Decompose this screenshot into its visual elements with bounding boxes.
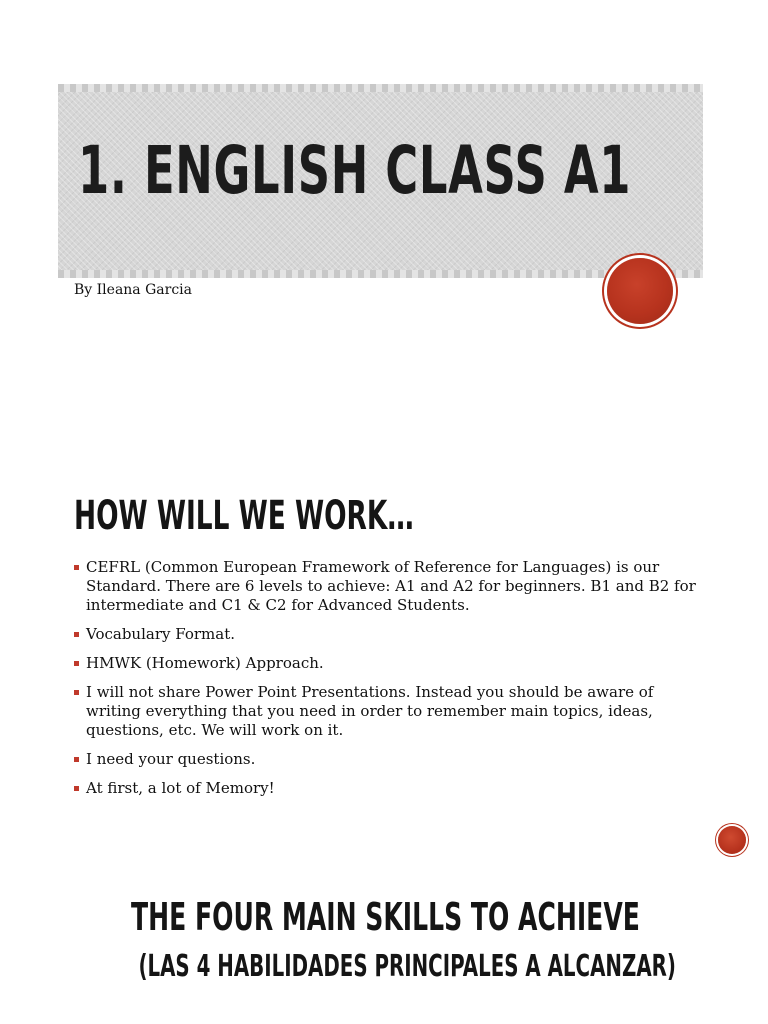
decorative-circle-small bbox=[718, 826, 746, 854]
skills-heading bbox=[0, 895, 768, 939]
bullet-text: I will not share Power Point Presentations. Instead you should be aware of writing everything that you need in order to remember main topics, ideas, questions, etc. We will work on it. bbox=[86, 683, 654, 739]
list-item bbox=[74, 779, 704, 798]
skills-heading-text: THE FOUR MAIN SKILLS TO ACHIEVE bbox=[131, 895, 640, 939]
slide-title: 1. ENGLISH CLASS A1 bbox=[78, 132, 632, 209]
bullet-list bbox=[74, 558, 704, 808]
bullet-text: At first, a lot of Memory! bbox=[86, 779, 275, 797]
list-item bbox=[74, 750, 704, 769]
skills-subheading bbox=[0, 949, 768, 984]
list-item bbox=[74, 683, 704, 740]
bullet-square-icon bbox=[74, 757, 79, 762]
author-line: By Ileana Garcia bbox=[74, 282, 192, 298]
banner-edge-top bbox=[58, 84, 703, 92]
skills-subheading-text: (LAS 4 HABILIDADES PRINCIPALES A ALCANZAR) bbox=[138, 949, 676, 984]
bullet-square-icon bbox=[74, 661, 79, 666]
list-item bbox=[74, 654, 704, 673]
bullet-text: CEFRL (Common European Framework of Reference for Languages) is our Standard. There are 6 levels to achieve: A1 and A2 for beginners. B1 and B2 for intermediate and C1 & C2 for Advanced Students. bbox=[86, 558, 696, 614]
bullet-text: HMWK (Homework) Approach. bbox=[86, 654, 324, 672]
bullet-square-icon bbox=[74, 632, 79, 637]
bullet-square-icon bbox=[74, 565, 79, 570]
banner-edge-bottom bbox=[58, 270, 703, 278]
title-banner bbox=[58, 84, 703, 278]
list-item bbox=[74, 625, 704, 644]
decorative-circle-large bbox=[607, 258, 673, 324]
bullet-text: I need your questions. bbox=[86, 750, 256, 768]
bullet-square-icon bbox=[74, 690, 79, 695]
bullet-square-icon bbox=[74, 786, 79, 791]
list-item bbox=[74, 558, 704, 615]
how-we-work-heading: HOW WILL WE WORK… bbox=[74, 493, 414, 539]
bullet-text: Vocabulary Format. bbox=[86, 625, 235, 643]
